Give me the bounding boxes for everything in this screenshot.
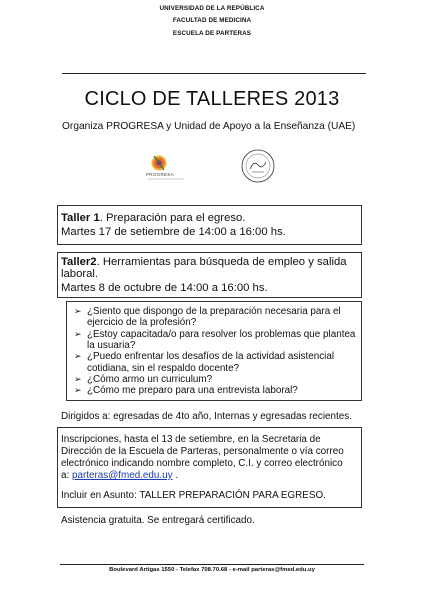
school-name: ESCUELA DE PARTERAS (172, 30, 252, 37)
taller2-label: Taller2 (61, 256, 97, 268)
progresa-icon (137, 150, 195, 184)
taller1-title (61, 212, 245, 226)
taller2-title-cont: laboral. (61, 268, 99, 280)
page-title: CICLO DE TALLERES 2013 (84, 88, 340, 110)
question-line: la usuaria? (87, 339, 136, 351)
attendance-note: Asistencia gratuita. Se entregará certificado. (61, 515, 255, 526)
question-line: ¿Cómo me preparo para una entrevista laboral? (87, 385, 298, 397)
question-line: ejercicio de la profesión? (87, 317, 197, 329)
taller1-label: Taller 1 (61, 212, 100, 224)
registration-suffix: . (172, 470, 179, 481)
question-line: cotidiana, sin el respaldo docente? (87, 362, 240, 374)
subject-instruction: Incluir en Asunto: TALLER PREPARACIÓN PARA EGRESO. (61, 490, 326, 501)
question-line: ¿Siento que dispongo de la preparación necesaria para el (87, 306, 341, 317)
question-line: ¿Puedo enfrentar los desafíos de la actividad asistencial (87, 351, 335, 363)
taller2-date: Martes 8 de octubre de 14:00 a 16:00 hs. (61, 282, 268, 294)
progresa-logo (137, 150, 195, 184)
taller2-text: . Herramientas para búsqueda de empleo y salida (96, 256, 347, 268)
organizers-line: Organiza PROGRESA y Unidad de Apoyo a la Enseñanza (UAE) (62, 121, 356, 132)
taller2-title (61, 256, 347, 270)
university-name: UNIVERSIDAD DE LA REPÚBLICA (159, 5, 265, 12)
footer-divider (60, 564, 364, 565)
taller1-date: Martes 17 de setiembre de 14:00 a 16:00 hs. (61, 226, 286, 238)
header-divider (62, 73, 366, 74)
registration-prefix: a: (61, 470, 72, 481)
registration-line-4 (61, 470, 178, 482)
bullet-arrow-icon: ➢ (74, 328, 82, 339)
bullet-arrow-icon: ➢ (74, 385, 82, 396)
audience-line: Dirigidos a: egresadas de 4to año, Internas y egresadas recientes. (61, 411, 352, 422)
taller1-text: . Preparación para el egreso. (99, 212, 246, 224)
uae-seal-icon (240, 148, 276, 184)
progresa-label: PROGRESA (146, 172, 174, 177)
email-link[interactable]: parteras@fmed.edu.uy (71, 470, 173, 481)
registration-line-2: Dirección de la Escuela de Parteras, personalmente o vía correo (61, 446, 344, 457)
uae-seal (240, 148, 276, 184)
question-line: ¿Estoy capacitada/o para resolver los problemas que plantea (87, 328, 356, 340)
bullet-arrow-icon: ➢ (74, 373, 82, 384)
question-line: ¿Cómo armo un curriculum? (87, 373, 213, 385)
registration-line-3: electrónico indicando nombre completo, C.I. y correo electrónico (61, 458, 343, 469)
faculty-name: FACULTAD DE MEDICINA (172, 17, 252, 24)
bullet-arrow-icon: ➢ (74, 351, 82, 362)
bullet-arrow-icon: ➢ (74, 306, 82, 316)
footer-address: Boulevard Artigas 1550 - Telefax 708.70.68 - e-mail parteras@fmed.edu.uy (109, 567, 315, 573)
registration-line-1: Inscripciones, hasta el 13 de setiembre, en la Secretaria de (61, 434, 321, 445)
